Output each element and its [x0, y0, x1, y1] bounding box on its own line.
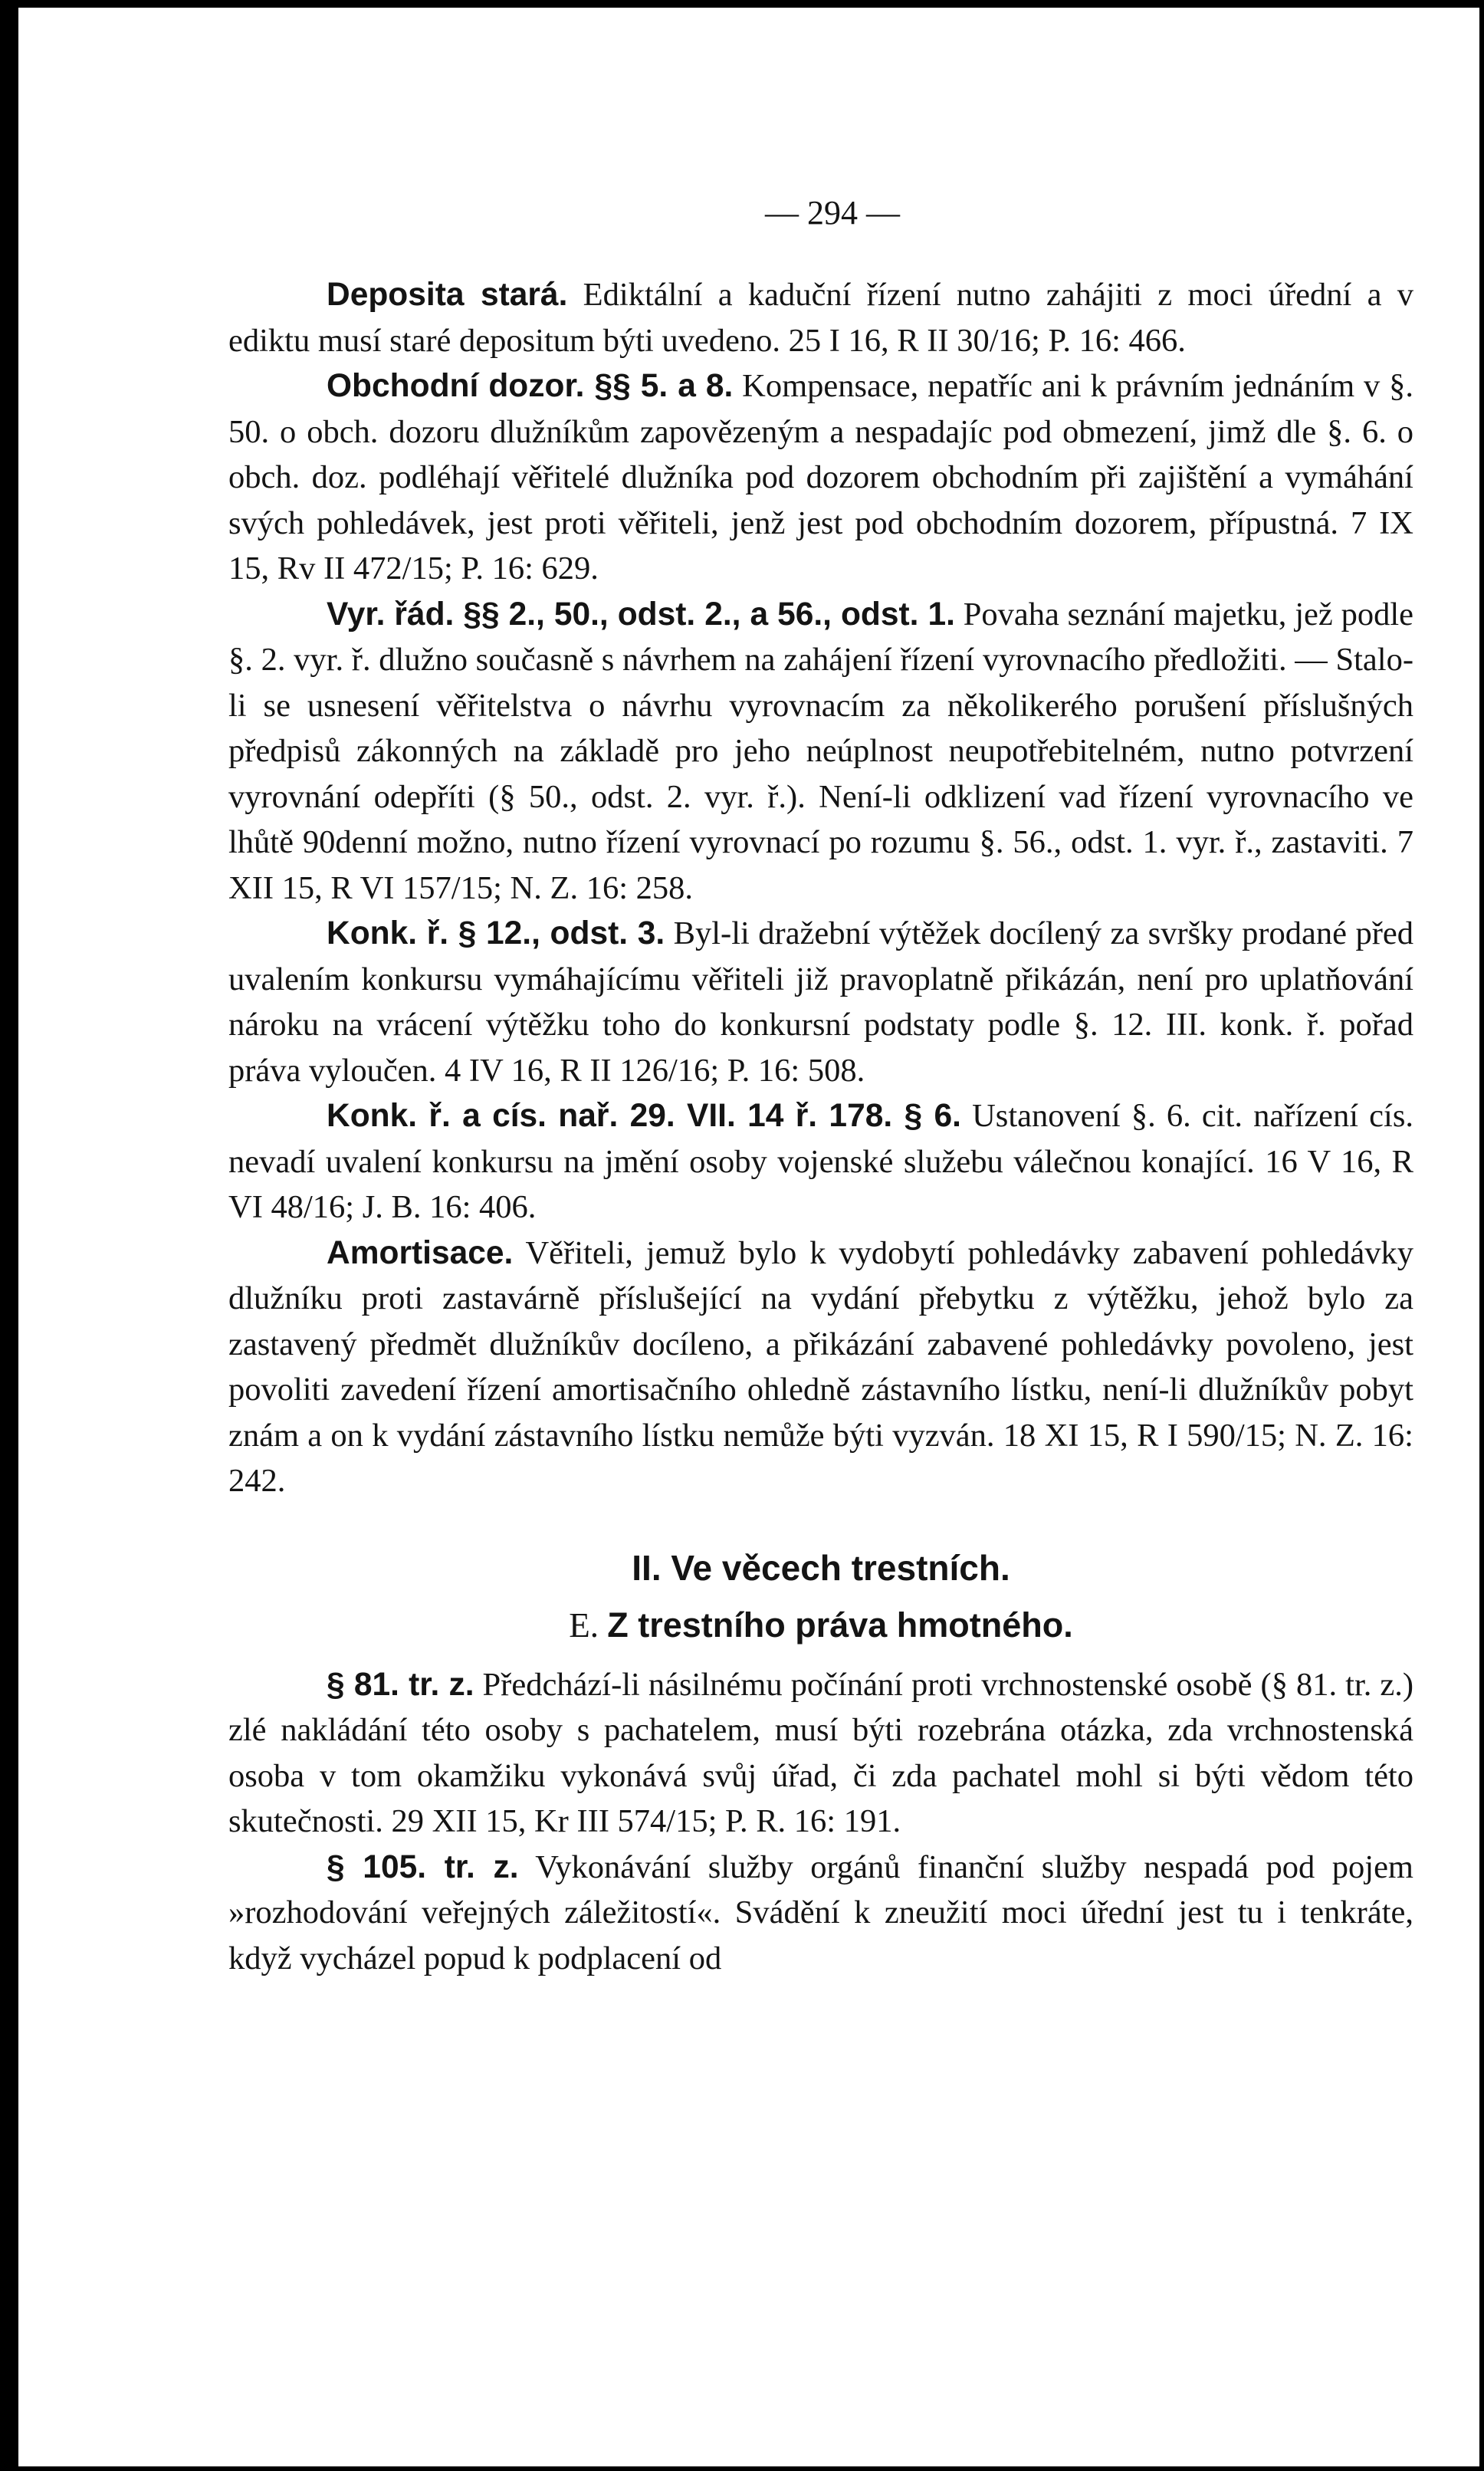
scan-border-right: [1479, 0, 1484, 2471]
entry-deposita: [228, 272, 1413, 363]
entry-text: Povaha seznání majetku, jež podle §. 2. vyr. ř. dlužno současně s návrhem na zahájení řízení vyrovnacího předložiti. — Stalo-li se usnesení věřitelstva o návrhu vyrovnacím za několikerého porušení příslušných předpisů zákonných na základě pro jeho neúplnost neupotřebitelném, nutno potvrzení vyrovnání odepříti (§ 50., odst. 2. vyr. ř.). Není-li odklizení vad řízení vyrovnacího ve lhůtě 90denní možno, nutno řízení vyrovnací po rozumu §. 56., odst. 1. vyr. ř., zastaviti. 7 XII 15, R VI 157/15; N. Z. 16: 258.: [228, 596, 1413, 906]
entry-text: Byl-li dražební výtěžek docílený za svršky prodané před uvalením konkursu vymáhajícímu věřiteli již pravoplatně přikázán, není pro uplatňování nároku na vrácení výtěžku toho do konkursní podstaty podle §. 12. III. konk. ř. pořad práva vyloučen. 4 IV 16, R II 126/16; P. 16: 508.: [228, 915, 1414, 1089]
entry-heading: Vyr. řád. §§ 2., 50., odst. 2., a 56., odst. 1.: [327, 596, 955, 633]
subsection-title-text: Z trestního práva hmotného.: [607, 1605, 1073, 1645]
scan-border-top: [0, 0, 1484, 8]
entry-vyr-rad: [228, 592, 1413, 912]
subsection-letter: E.: [569, 1605, 599, 1645]
entry-heading: Konk. ř. § 12., odst. 3.: [327, 915, 665, 951]
entry-heading: Konk. ř. a cís. nař. 29. VII. 14 ř. 178. § 6.: [327, 1098, 961, 1134]
entry-81-tr-z: [228, 1662, 1413, 1845]
page-number: — 294 —: [765, 194, 900, 232]
scan-border-bottom: [0, 2466, 1484, 2471]
entry-heading: § 81. tr. z.: [327, 1666, 474, 1703]
entry-heading: § 105. tr. z.: [327, 1848, 519, 1885]
entry-konk-12: [228, 911, 1413, 1093]
entry-heading: Deposita stará.: [327, 277, 568, 313]
section-title: II. Ve věcech trestních.: [632, 1547, 1010, 1588]
entry-heading: Amortisace.: [327, 1234, 514, 1271]
subsection-title: [228, 1605, 1413, 1645]
entry-text: Kompensace, nepatříc ani k právním jednáním v §. 50. o obch. dozoru dlužníkům zapovězeným a nespadajíc pod obmezení, jimž dle §. 6. o obch. doz. podléhají věřitelé dlužníka pod dozorem obchodním při zajištění a vymáhání svých pohledávek, jest proti věřiteli, jenž jest pod obchodním dozorem, přípustná. 7 IX 15, Rv II 472/15; P. 16: 629.: [228, 368, 1414, 587]
entry-text: Ediktální a kaduční řízení nutno zahájiti z moci úřední a v ediktu musí staré depositum býti uvedeno. 25 I 16, R II 30/16; P. 16: 466.: [228, 277, 1413, 359]
entry-text: Věřiteli, jemuž bylo k vydobytí pohledávky zabavení pohledávky dlužníku proti zastavárně příslušející na vydání přebytku z výtěžku, jehož bylo za zastavený předmět dlužníkův docíleno, a přikázání zabavené pohledávky povoleno, jest povoliti zavedení řízení amortisačního ohledně zástavního lístku, není-li dlužníkův pobyt znám a on k vydání zástavního lístku nemůže býti vyzván. 18 XI 15, R I 590/15; N. Z. 16: 242.: [228, 1234, 1413, 1499]
entry-text: Vykonávání služby orgánů finanční služby nespadá pod pojem »rozhodování veřejných záležitostí«. Svádění k zneužití moci úřední jest tu i tenkráte, když vycházel popud k podplacení od: [228, 1848, 1413, 1976]
scan-border-left: [0, 0, 18, 2471]
entry-obchodni-dozor: [228, 363, 1413, 592]
entry-text: Předchází-li násilnému počínání proti vrchnostenské osobě (§ 81. tr. z.) zlé nakládání této osoby s pachatelem, musí býti rozebrána otázka, zda vrchnostenská osoba v tom okamžiku vykonává svůj úřad, či zda pachatel mohl si býti vědom této skutečnosti. 29 XII 15, Kr III 574/15; P. R. 16: 191.: [228, 1666, 1413, 1839]
entry-konk-cis-nar: [228, 1093, 1413, 1231]
entry-heading: Obchodní dozor. §§ 5. a 8.: [327, 368, 734, 404]
entry-105-tr-z: [228, 1845, 1413, 1982]
page-content: [228, 193, 1413, 1981]
entry-amortisace: [228, 1231, 1413, 1504]
entry-text: Ustanovení §. 6. cit. nařízení cís. nevadí uvalení konkursu na jmění osoby vojenské služebu válečnou konající. 16 V 16, R VI 48/16; J. B. 16: 406.: [228, 1098, 1414, 1225]
